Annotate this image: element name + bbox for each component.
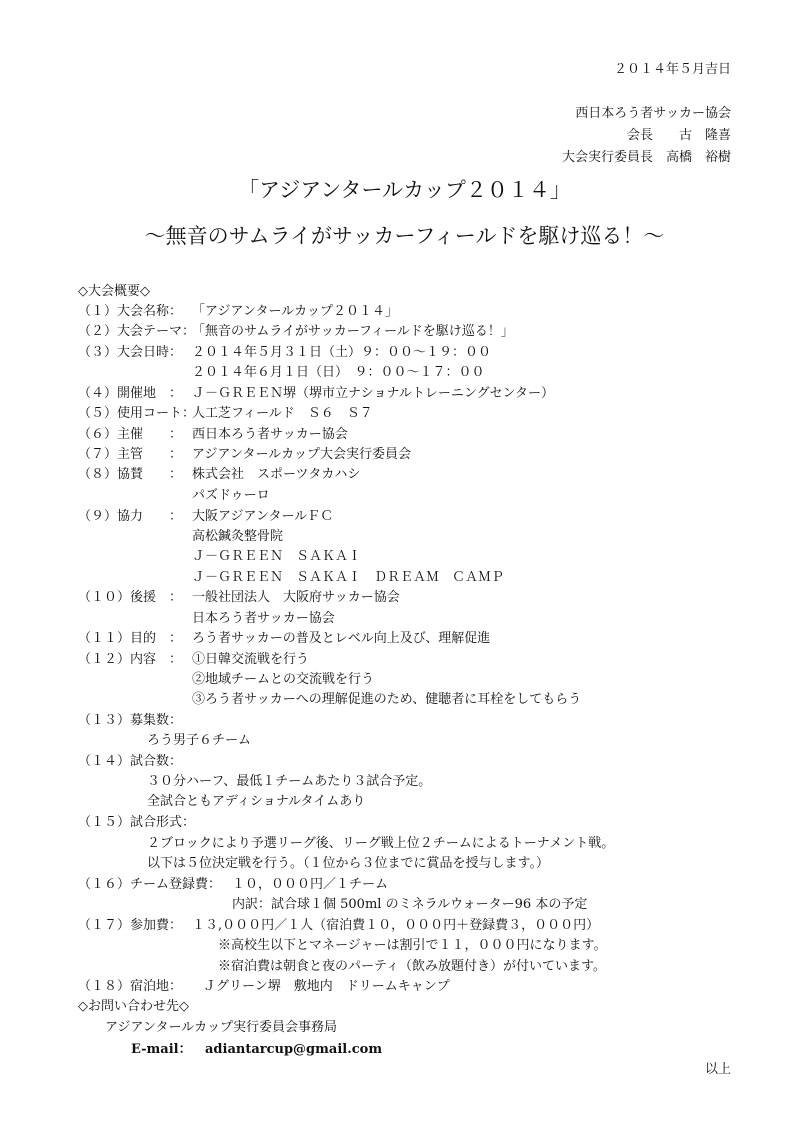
item-12-value-2: ②地域チームとの交流戦を行う — [192, 672, 375, 687]
email-address[interactable]: adiantarcup@gmail.com — [205, 1042, 383, 1057]
item-11-label: （１１）目的 ： — [78, 631, 183, 646]
item-5-value: 人工芝フィールド Ｓ６ Ｓ７ — [192, 406, 373, 421]
email-label: E-mail： — [131, 1042, 192, 1057]
item-17-value-2: ※高校生以下とマネージャーは割引で１１，０００円になります。 — [218, 938, 607, 953]
closing-mark: 以上 — [704, 1062, 731, 1077]
item-10-value-2: 日本ろう者サッカー協会 — [192, 611, 335, 626]
item-12-label: （１２）内容 ： — [78, 652, 183, 667]
item-13-label: （１３）募集数： — [78, 713, 183, 728]
item-8-value: 株式会社 スポーツタカハシ — [192, 467, 361, 482]
item-1-label: （１）大会名称： — [78, 304, 183, 319]
item-9-value-2: 高松鍼灸整骨院 — [192, 529, 284, 544]
item-14-value: ３０分ハーフ、最低１チームあたり３試合予定。 — [147, 774, 432, 789]
item-5-label: （５）使用コート： — [78, 406, 196, 421]
document-subtitle: 〜無音のサムライがサッカーフィールドを駆け巡る！〜 — [144, 224, 665, 248]
committee-chair-name: 大会実行委員長 高橋 裕樹 — [561, 150, 731, 165]
item-6-label: （６）主催 ： — [78, 427, 183, 442]
item-10-label: （１０）後援 ： — [78, 590, 183, 605]
organization-name: 西日本ろう者サッカー協会 — [575, 106, 731, 121]
item-13-value: ろう男子６チーム — [147, 733, 252, 748]
issue-date: ２０１４年５月吉日 — [613, 62, 731, 77]
item-6-value: 西日本ろう者サッカー協会 — [192, 427, 348, 442]
item-11-value: ろう者サッカーの普及とレベル向上及び、理解促進 — [192, 631, 491, 646]
item-2-label: （２）大会テーマ： — [78, 324, 196, 339]
item-16-value-2: 内訳：試合球１個 500ml のミネラルウォーター96 本の予定 — [232, 897, 588, 912]
item-18-value: Ｊグリーン堺 敷地内 ドリームキャンプ — [203, 979, 450, 994]
item-16-value: １０，０００円／１チーム — [232, 877, 389, 892]
overview-heading: ◇大会概要◇ — [78, 284, 150, 299]
item-9-label: （９）協力 ： — [78, 509, 183, 524]
item-8-value-2: パズドゥーロ — [192, 488, 270, 503]
item-17-value: １３,０００円／１人（宿泊費１０，０００円＋登録費３，０００円） — [192, 918, 600, 933]
item-9-value: 大阪アジアンタールＦＣ — [192, 509, 334, 524]
item-4-value: Ｊ－ＧＲＥＥＮ堺（堺市立ナショナルトレーニングセンター） — [192, 386, 555, 401]
item-3-label: （３）大会日時： — [78, 345, 183, 360]
item-14-value-2: 全試合ともアディショナルタイムあり — [147, 794, 366, 809]
item-2-value: 「無音のサムライがサッカーフィールドを駆け巡る！」 — [192, 324, 514, 339]
item-7-label: （７）主管 ： — [78, 447, 183, 462]
item-12-value: ①日韓交流戦を行う — [192, 652, 310, 667]
item-4-label: （４）開催地 ： — [78, 386, 183, 401]
item-3-value-2: ２０１４年６月１日（日） ９：００〜１７：００ — [192, 365, 485, 380]
item-8-label: （８）協賛 ： — [78, 467, 183, 482]
item-12-value-3: ③ろう者サッカーへの理解促進のため、健聴者に耳栓をしてもらう — [192, 692, 582, 707]
document-title: 「アジアンタールカップ２０１４」 — [238, 178, 571, 202]
item-3-value: ２０１４年５月３１日（土）９：００〜１９：００ — [192, 345, 492, 360]
item-17-value-3: ※宿泊費は朝食と夜のパーティ（飲み放題付き）が付いています。 — [218, 959, 606, 974]
item-15-value-2: 以下は５位決定戦を行う。（１位から３位までに賞品を授与します。） — [147, 856, 549, 871]
chairman-name: 会長 古 隆喜 — [626, 128, 731, 143]
item-18-label: （１８）宿泊地： — [78, 979, 183, 994]
item-16-label: （１６）チーム登録費： — [78, 877, 222, 892]
item-9-value-4: Ｊ－ＧＲＥＥＮ ＳＡＫＡＩ ＤＲＥＡＭ ＣＡＭＰ — [192, 570, 505, 585]
item-14-label: （１４）試合数： — [78, 754, 183, 769]
item-7-value: アジアンタールカップ大会実行委員会 — [192, 447, 412, 462]
item-10-value: 一般社団法人 大阪府サッカー協会 — [192, 590, 400, 605]
item-9-value-3: Ｊ－ＧＲＥＥＮ ＳＡＫＡＩ — [192, 549, 362, 564]
item-15-value: ２ブロックにより予選リーグ後、リーグ戦上位２チームによるトーナメント戦。 — [147, 836, 615, 851]
contact-heading: ◇お問い合わせ先◇ — [78, 999, 189, 1014]
item-15-label: （１５）試合形式： — [78, 815, 196, 830]
item-17-label: （１７）参加費： — [78, 918, 183, 933]
contact-office: アジアンタールカップ実行委員会事務局 — [105, 1020, 338, 1035]
item-1-value: 「アジアンタールカップ２０１４」 — [192, 304, 399, 319]
